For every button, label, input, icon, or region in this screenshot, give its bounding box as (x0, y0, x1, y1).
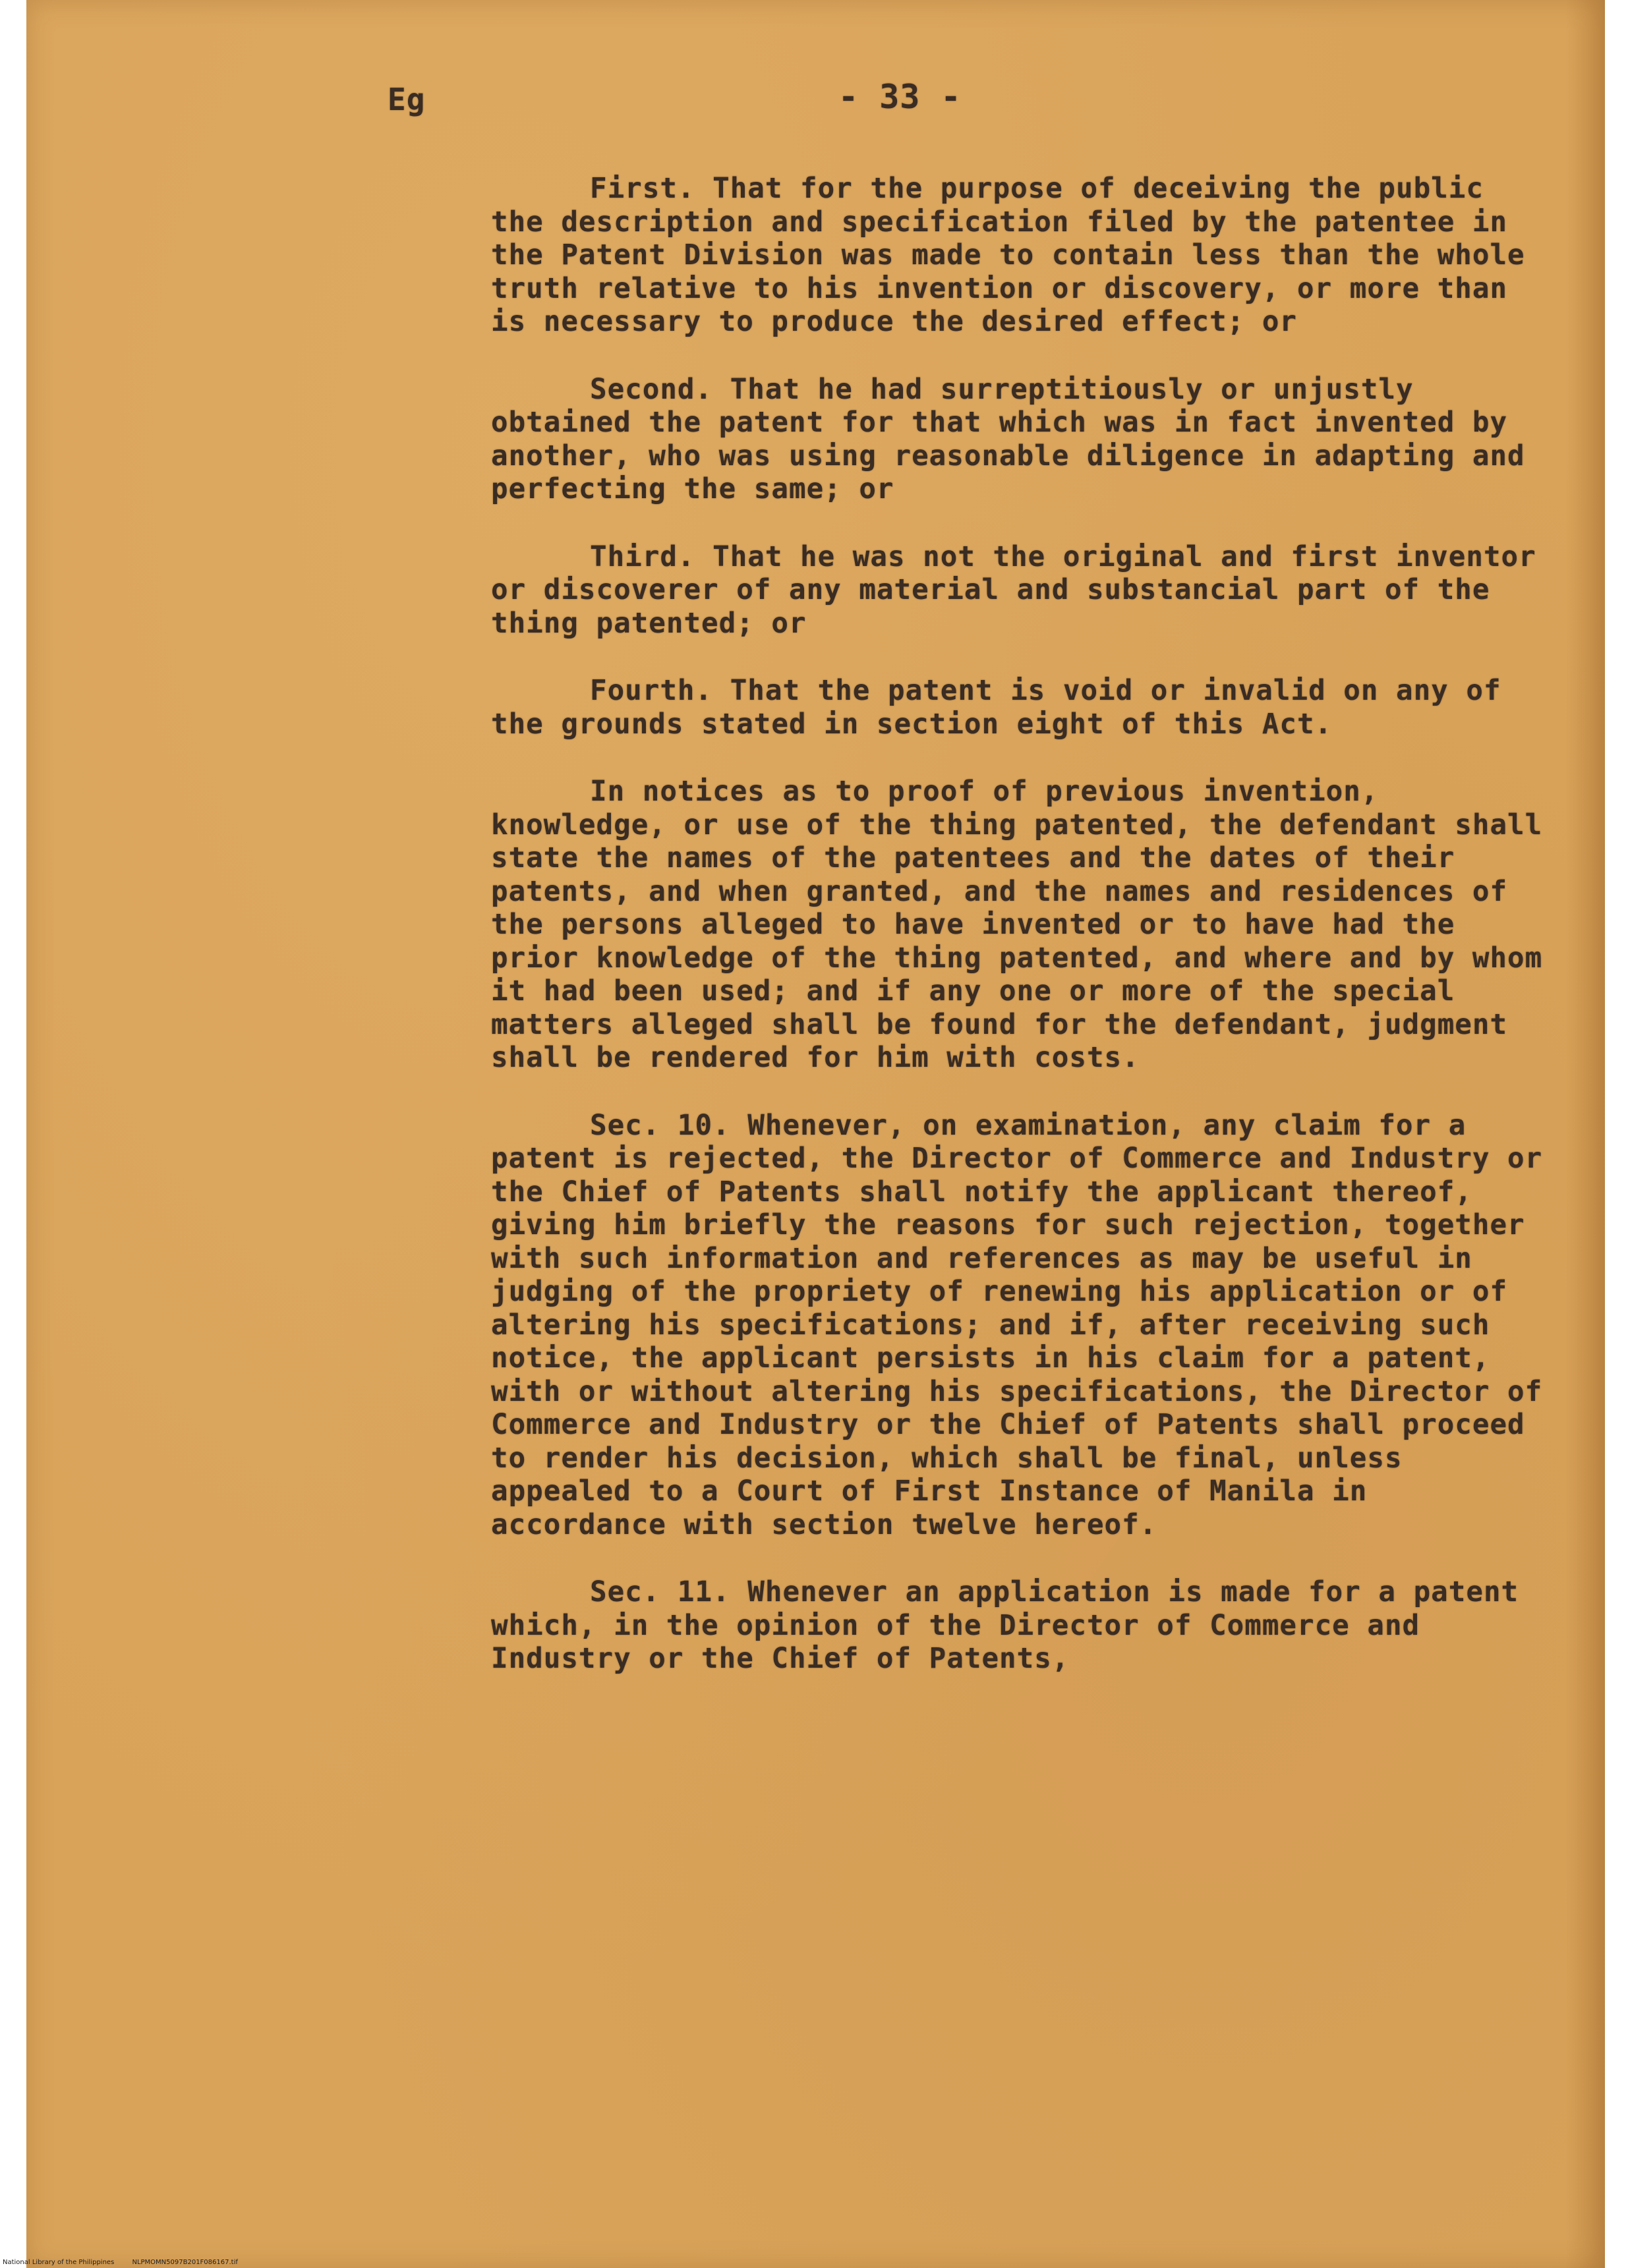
page-number: - 33 - (838, 78, 962, 116)
page-edge-shadow (1565, 0, 1605, 2268)
document-page (26, 0, 1605, 2268)
footer-library: National Library of the Philippines (3, 2259, 115, 2266)
paragraph-notices: In notices as to proof of previous invention, knowledge, or use of the thing patented, the defendant shall state the names of the patentees and the dates of their patents, and when granted, and the names and residences of the persons alleged to have invented or to have had the prior knowledge of the thing patented, and where and by whom it had been used; and if any one or more of the special matters alleged shall be found for the defendant, judgment shall be rendered for him with costs. (491, 776, 1543, 1074)
document-body (491, 173, 1546, 1676)
scan-footer (3, 2259, 254, 2266)
paragraph-fourth: Fourth. That the patent is void or invalid on any of the grounds stated in section eight of this Act. (491, 675, 1501, 741)
paragraph-third: Third. That he was not the original and first inventor or discoverer of any material and substancial part of the thing patented; or (491, 540, 1536, 640)
paragraph-sec-10: Sec. 10. Whenever, on examination, any claim for a patent is rejected, the Director of Commerce and Industry or the Chief of Patents shall notify the applicant thereof, giving him briefly the reasons for such rejection, together with such information and references as may be useful in judging of the propriety of renewing his application or of altering his specifications; and if, after receiving such notice, the applicant persists in his claim for a patent, with or without altering his specifications, the Director of Commerce and Industry or the Chief of Patents shall proceed to render his decision, which shall be final, unless appealed to a Court of First Instance of Manila in accordance with section twelve hereof. (491, 1109, 1543, 1541)
paragraph-first: First. That for the purpose of deceiving the public the description and specification filed by the patentee in the Patent Division was made to contain less than the whole truth relative to his invention or discovery, or more than is necessary to produce the desired effect; or (491, 173, 1525, 338)
footer-file-id: NLPMOMN5097B201F086167.tif (132, 2259, 238, 2266)
paragraph-sec-11: Sec. 11. Whenever an application is made for a patent which, in the opinion of the Director of Commerce and Industry or the Chief of Patents, (491, 1576, 1519, 1675)
paragraph-second: Second. That he had surreptitiously or unjustly obtained the patent for that which was in fact invented by another, who was using reasonable diligence in adapting and perfecting the same; or (491, 373, 1525, 505)
typist-initials: Eg (388, 82, 426, 117)
